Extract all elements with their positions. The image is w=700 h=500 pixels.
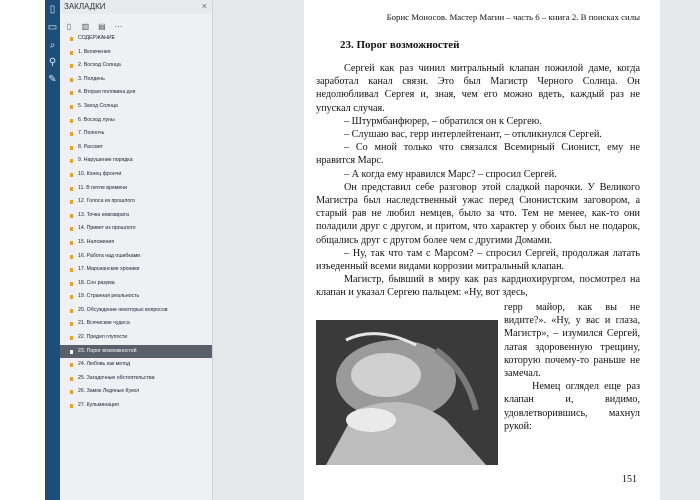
bookmark-add-icon[interactable]: ▯	[66, 22, 72, 31]
bookmark-item[interactable]	[60, 236, 212, 250]
bookmark-item[interactable]	[60, 372, 212, 386]
bookmarks-panel	[60, 0, 213, 500]
document-page	[304, 0, 660, 500]
bookmark-label: 2. Восход Солнца	[78, 62, 121, 69]
nav-toolbar	[45, 0, 60, 500]
bookmark-item[interactable]	[60, 154, 212, 168]
bookmark-label: 27. Кульминация	[78, 402, 119, 409]
bookmark-marker-icon	[70, 64, 73, 68]
bookmark-item[interactable]	[60, 141, 212, 155]
more-icon[interactable]: ⋯	[114, 22, 123, 31]
bookmark-toolbar	[64, 16, 125, 31]
bookmark-marker-icon	[70, 255, 73, 259]
bookmark-label: 4. Вторая половина дня	[78, 89, 136, 96]
panel-title: ЗАКЛАДКИ	[64, 2, 106, 11]
bookmark-item[interactable]	[60, 385, 212, 399]
bookmark-item[interactable]	[60, 290, 212, 304]
bookmark-label: 19. Странная реальность	[78, 293, 140, 300]
bookmark-marker-icon	[70, 363, 73, 367]
bookmark-label: 11. В петле времени	[78, 184, 128, 191]
bookmark-marker-icon	[70, 37, 73, 41]
bookmark-marker-icon	[70, 377, 73, 381]
bookmark-item[interactable]	[60, 114, 212, 128]
pages-icon[interactable]: ▭	[47, 22, 58, 33]
bookmark-item[interactable]	[60, 250, 212, 264]
bookmark-item[interactable]	[60, 304, 212, 318]
bookmark-label: 8. Рассвет	[78, 143, 103, 150]
bookmark-marker-icon	[70, 173, 73, 177]
bookmark-list	[60, 32, 212, 413]
side-text	[504, 301, 640, 433]
bookmark-marker-icon	[70, 350, 73, 354]
surgery-image	[316, 320, 498, 465]
bookmark-item[interactable]	[60, 331, 212, 345]
paragraph: Он представил себе разговор этой сладкой парочки. У Великого Магистра был наследственный ужас перед Сионистским заговором, а старый рав не любил немцев, было за что. Тем не менее, как-то они поладили друг с другом, и притом, что характер у обоих был не подарок, общались друг с другом более чем с другими Домами.	[316, 181, 640, 246]
bookmark-label: 22. Предел глупости	[78, 334, 128, 341]
bookmark-item[interactable]	[60, 345, 212, 359]
bookmark-marker-icon	[70, 322, 73, 326]
bookmark-item[interactable]	[60, 168, 212, 182]
bookmark-marker-icon	[70, 119, 73, 123]
expand-icon[interactable]: ▤	[98, 22, 106, 31]
bookmark-item[interactable]	[60, 209, 212, 223]
bookmark-label: 21. Всячиские чудеса	[78, 320, 130, 327]
bookmark-marker-icon	[70, 91, 73, 95]
bookmark-item[interactable]	[60, 86, 212, 100]
bookmark-label: 18. Сон разума	[78, 279, 115, 286]
page-number: 151	[622, 474, 637, 485]
paragraph: – Штурмбанфюрер, – обратился он к Сергею.	[344, 115, 542, 127]
bookmark-marker-icon	[70, 241, 73, 245]
bookmark-marker-icon	[70, 390, 73, 394]
bookmark-label: 26. Замок Ледяных Кукол	[78, 388, 140, 395]
bookmark-marker-icon	[70, 268, 73, 272]
bookmark-icon[interactable]: ▯	[49, 4, 56, 15]
bookmark-marker-icon	[70, 227, 73, 231]
bookmark-label: 3. Полдень	[78, 75, 105, 82]
paragraph: – А когда ему нравился Марс? – спросил Сергей.	[344, 168, 557, 180]
bookmark-label: 23. Порог возможностей	[78, 347, 137, 354]
paragraph: – Со мной только что связался Всемирный Сионист, ему не нравится Марс.	[316, 142, 640, 167]
page-header: Борис Моносов. Мастер Магии – часть 6 – книга 2. В поисках силы	[386, 12, 640, 22]
paragraph: Сергей как раз чинил митральный клапан пожилой даме, когда заработал канал связи. Это был Магистр Черного Солнца. Он недолюбливал Сергея и, зная, чем его можно вдеть, каждый раз не упускал случая.	[316, 63, 640, 114]
bookmark-item[interactable]	[60, 32, 212, 46]
bookmark-marker-icon	[70, 404, 73, 408]
paragraph: герр майор, как вы не видите?». «Ну, у вас и глаза, Магистр», – изумился Сергей, латая здоровенную трещину, которую почему-то раньше не замечал.	[504, 302, 640, 380]
bookmark-item[interactable]	[60, 263, 212, 277]
panel-header	[60, 0, 212, 14]
close-icon[interactable]: ×	[201, 1, 207, 11]
bookmark-marker-icon	[70, 105, 73, 109]
search-icon[interactable]: ⌕	[49, 40, 56, 51]
paragraph: Немец оглядел еще раз клапан и, видимо, удовлетворившись, махнул рукой:	[504, 381, 640, 432]
bookmark-label: 24. Любовь как метод	[78, 361, 131, 368]
bookmark-marker-icon	[70, 146, 73, 150]
left-rail	[0, 0, 45, 500]
bookmark-marker-icon	[70, 336, 73, 340]
bookmark-item[interactable]	[60, 317, 212, 331]
bookmark-item[interactable]	[60, 100, 212, 114]
paragraph: – Ну, так что там с Марсом? – спросил Сергей, продолжая латать изъеденный всеми видами коррозии митральный клапан.	[316, 247, 640, 273]
bookmark-item[interactable]	[60, 399, 212, 413]
bookmark-marker-icon	[70, 309, 73, 313]
paragraph: Магистр, бывший в миру как раз кардиохирургом, посмотрел на клапан и указал Сергею пальцем: «Ну, вот здесь,	[316, 274, 640, 299]
bookmark-label: 17. Марсианские хроники	[78, 266, 140, 273]
bookmark-item[interactable]	[60, 195, 212, 209]
attach-icon[interactable]: ⚲	[48, 57, 57, 68]
bookmark-item[interactable]	[60, 182, 212, 196]
bookmark-marker-icon	[70, 282, 73, 286]
bookmark-marker-icon	[70, 200, 73, 204]
bookmark-item[interactable]	[60, 46, 212, 60]
bookmark-item[interactable]	[60, 277, 212, 291]
bookmark-label: 7. Полночь	[78, 130, 105, 137]
bookmark-label: 16. Работа над ошибками	[78, 252, 141, 259]
chapter-title: 23. Порог возможностей	[340, 39, 460, 51]
bookmark-marker-icon	[70, 295, 73, 299]
bookmark-label: 25. Загадочные обстоятельства	[78, 374, 155, 381]
bookmark-label: 9. Нарушение порядка	[78, 157, 133, 164]
bookmark-marker-icon	[70, 214, 73, 218]
bookmark-label: 14. Привет из прошлого	[78, 225, 136, 232]
bookmark-item[interactable]	[60, 358, 212, 372]
bookmark-label: 1. Включения	[78, 48, 111, 55]
sign-icon[interactable]: ✎	[48, 74, 57, 85]
bookmark-item[interactable]	[60, 222, 212, 236]
bookmark-item[interactable]	[60, 73, 212, 87]
bookmark-marker-icon	[70, 132, 73, 136]
bookmark-label: 20. Обсуждение некоторых вопросов	[78, 306, 168, 313]
bookmark-marker-icon	[70, 187, 73, 191]
bookmark-label: 6. Восход луны	[78, 116, 115, 123]
page-body	[316, 62, 640, 300]
bookmark-label: 15. Наложения	[78, 238, 115, 245]
paragraph: – Слушаю вас, герр интерлейтенант, – откликнулся Сергей.	[344, 129, 602, 141]
bookmark-marker-icon	[70, 159, 73, 163]
bookmark-marker-icon	[70, 51, 73, 55]
bookmark-marker-icon	[70, 78, 73, 82]
bookmark-label: 13. Точка невозврата	[78, 211, 129, 218]
bookmark-label: 10. Конец фрончи	[78, 170, 122, 177]
bookmark-item[interactable]	[60, 59, 212, 73]
bookmark-label: 5. Заход Солнца	[78, 102, 118, 109]
delete-icon[interactable]: ▥	[81, 22, 90, 31]
bookmark-label: 12. Голоса из прошлого	[78, 198, 135, 205]
bookmark-label: СОДЕРЖАНИЕ	[78, 35, 116, 41]
bookmark-item[interactable]	[60, 127, 212, 141]
